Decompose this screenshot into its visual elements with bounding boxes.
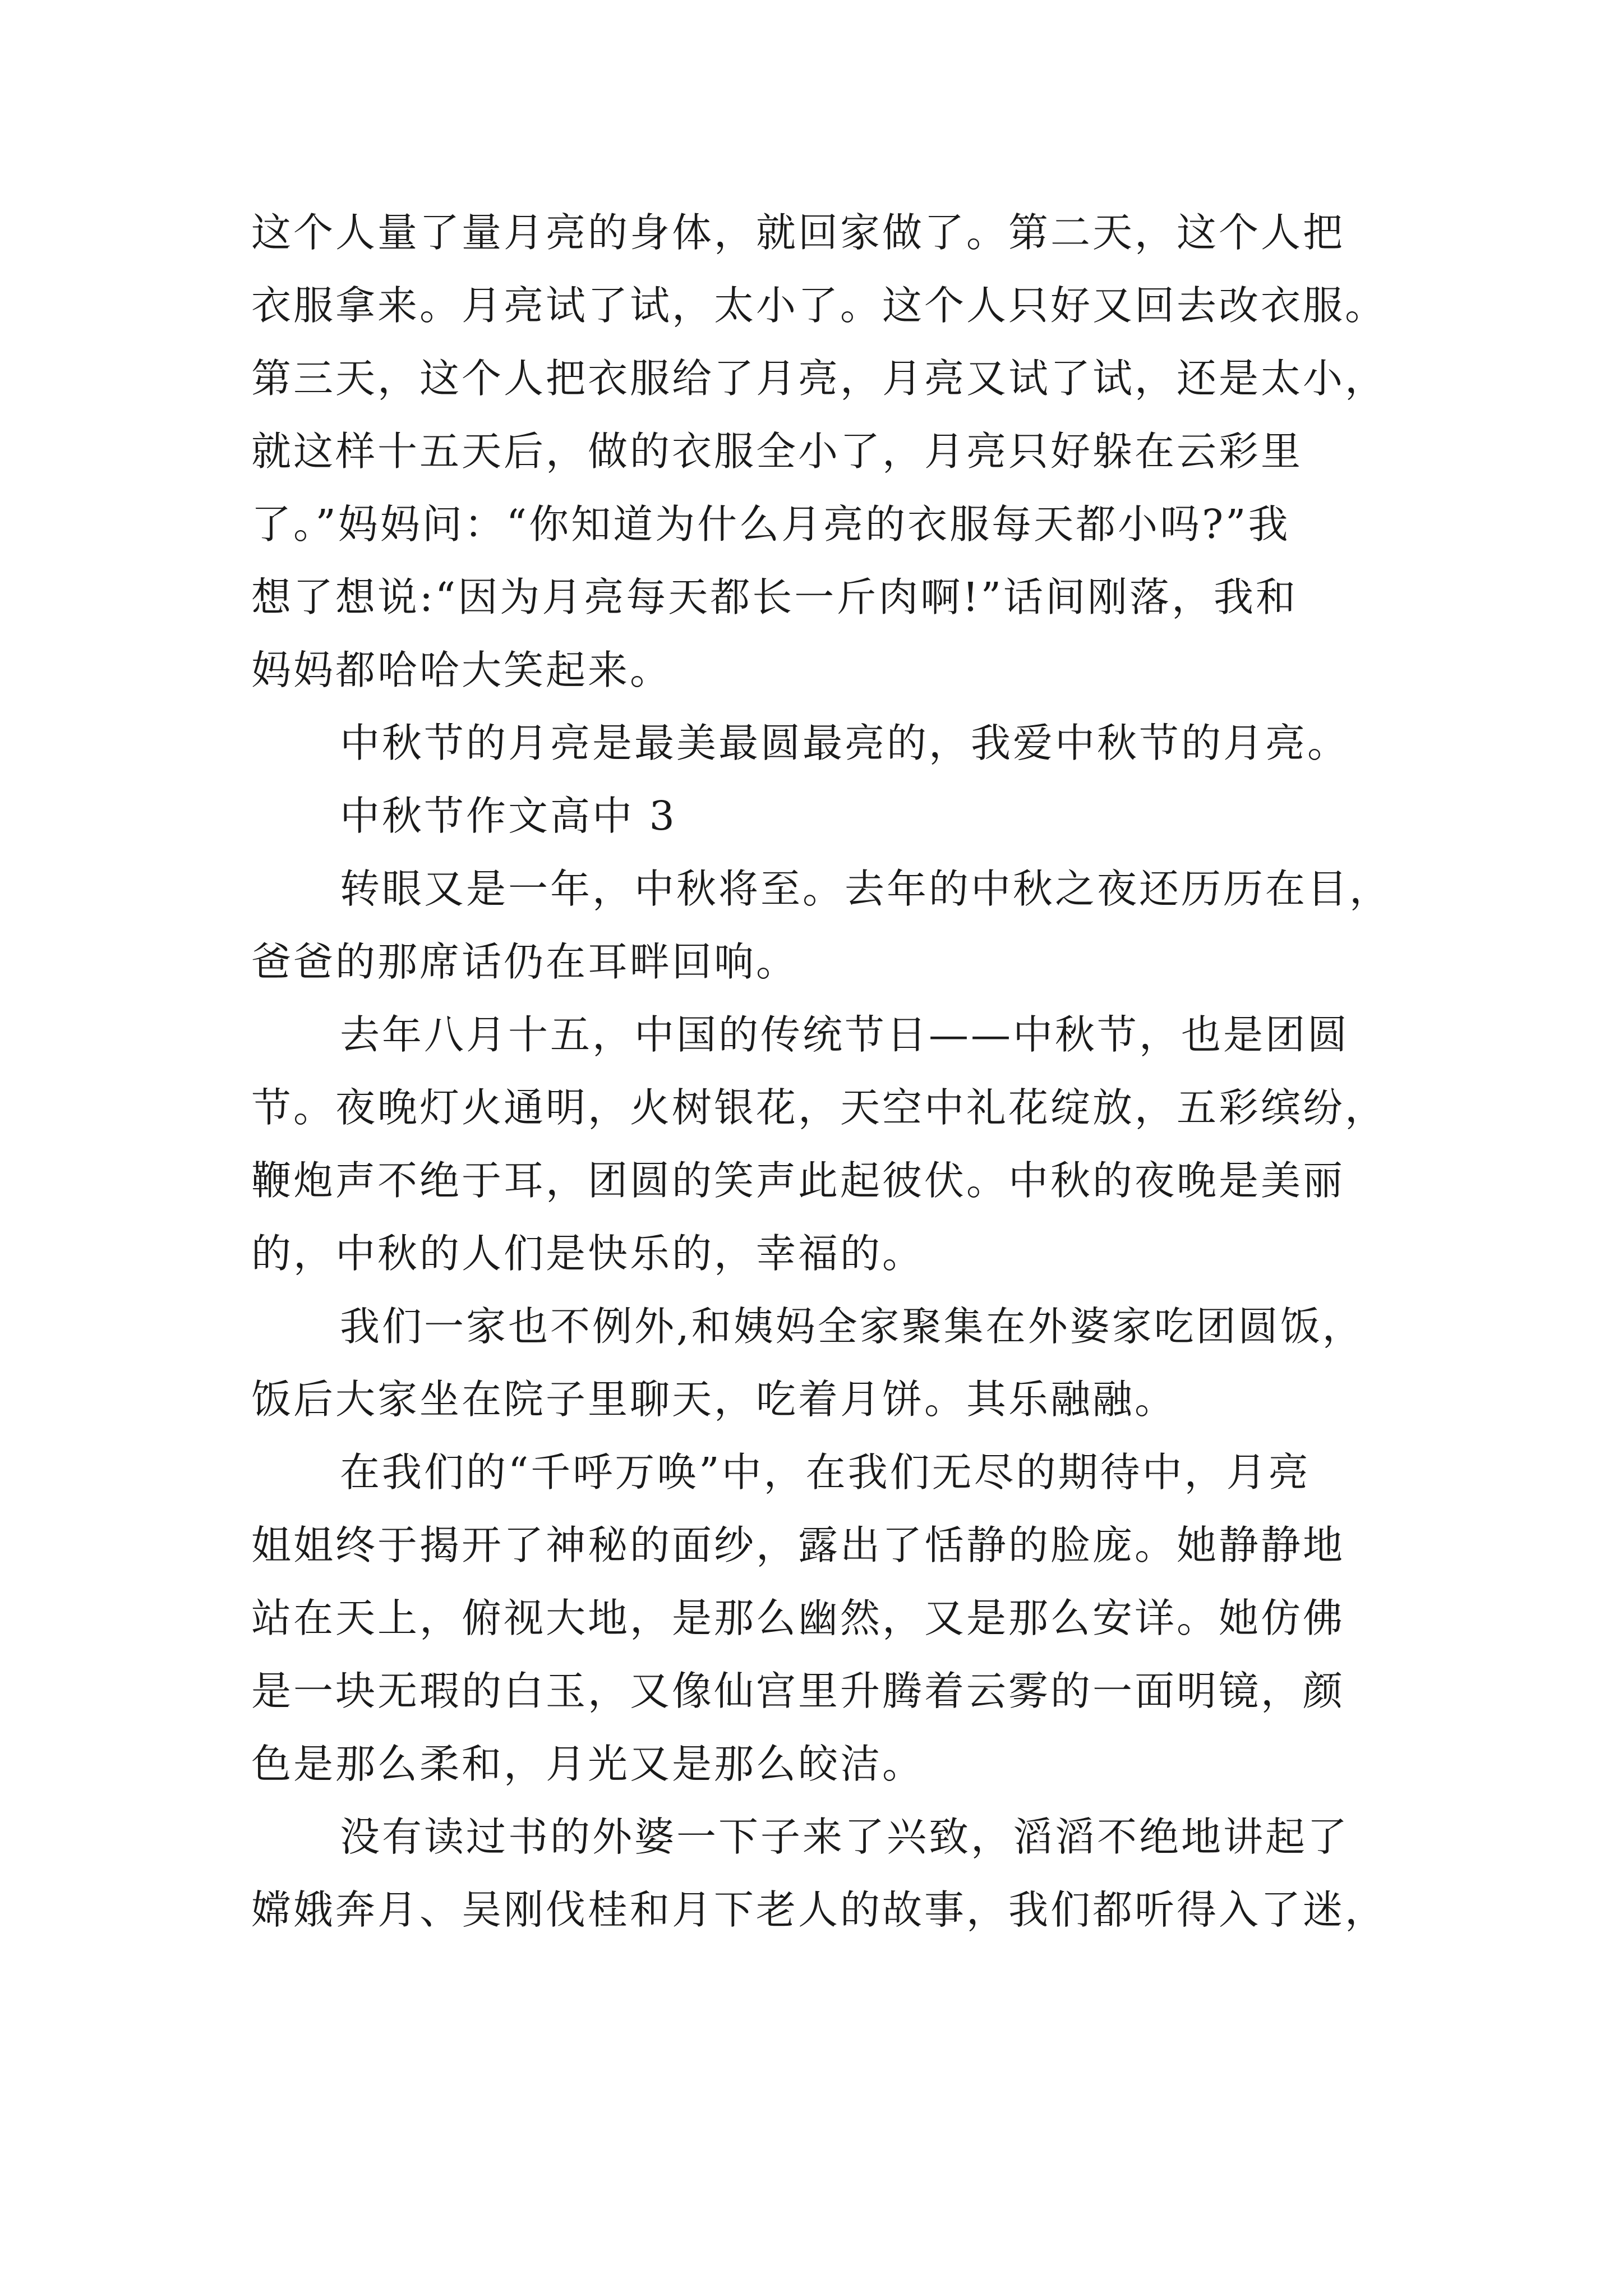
text-line: 衣服拿来。月亮试了试，太小了。这个人只好又回去改衣服。 — [251, 282, 1387, 329]
text-line: 鞭炮声不绝于耳，团圆的笑声此起彼伏。中秋的夜晚是美丽 — [251, 1157, 1345, 1204]
paragraph-moon-clothes-story — [251, 196, 1407, 707]
text-line: 在我们的“千呼万唤”中，在我们无尽的期待中，月亮 — [340, 1449, 1311, 1496]
text-line: 饭后大家坐在院子里聊天，吃着月饼。其乐融融。 — [251, 1376, 1177, 1423]
paragraph-festival-night — [251, 999, 1407, 1290]
text-line: 姐姐终于揭开了神秘的面纱，露出了恬静的脸庞。她静静地 — [251, 1522, 1345, 1568]
paragraph-intro — [251, 853, 1407, 999]
essay-heading — [251, 780, 1407, 853]
text-line: 中秋节的月亮是最美最圆最亮的，我爱中秋节的月亮。 — [340, 720, 1350, 766]
text-line: 我们一家也不例外,和姨妈全家聚集在外婆家吃团圆饭， — [340, 1303, 1364, 1350]
text-line: 妈妈都哈哈大笑起来。 — [251, 647, 672, 693]
text-line: 没有读过书的外婆一下子来了兴致，滔滔不绝地讲起了 — [340, 1814, 1350, 1860]
text-line: 色是那么柔和，月光又是那么皎洁。 — [251, 1741, 925, 1787]
text-line: 就这样十五天后，做的衣服全小了，月亮只好躲在云彩里 — [251, 428, 1303, 475]
paragraph-family-gathering — [251, 1290, 1407, 1436]
section-title: 中秋节作文高中 3 — [340, 793, 677, 839]
text-line: 这个人量了量月亮的身体，就回家做了。第二天，这个人把 — [251, 209, 1345, 256]
essay-body — [251, 196, 1407, 1947]
paragraph-grandma-stories — [251, 1801, 1407, 1947]
paragraph-conclusion — [251, 707, 1407, 780]
text-line: 嫦娥奔月、吴刚伐桂和月下老人的故事，我们都听得入了迷， — [251, 1887, 1387, 1933]
text-line: 节。夜晚灯火通明，火树银花，天空中礼花绽放，五彩缤纷， — [251, 1084, 1387, 1131]
text-line: 第三天，这个人把衣服给了月亮，月亮又试了试，还是太小， — [251, 355, 1387, 402]
text-line: 转眼又是一年，中秋将至。去年的中秋之夜还历历在目， — [340, 866, 1392, 912]
text-line: 想了想说:“因为月亮每天都长一斤肉啊!”话间刚落，我和 — [251, 574, 1298, 620]
text-line: 爸爸的那席话仍在耳畔回响。 — [251, 938, 799, 985]
text-line: 是一块无瑕的白玉，又像仙宫里升腾着云雾的一面明镜，颜 — [251, 1668, 1345, 1714]
text-line: 的，中秋的人们是快乐的，幸福的。 — [251, 1230, 925, 1277]
paragraph-moon-description — [251, 1436, 1407, 1801]
text-line: 了。”妈妈问：“你知道为什么月亮的衣服每天都小吗?”我 — [251, 501, 1290, 547]
text-line: 站在天上，俯视大地，是那么幽然，又是那么安详。她仿佛 — [251, 1595, 1345, 1641]
text-line: 去年八月十五，中国的传统节日——中秋节，也是团圆 — [340, 1011, 1350, 1058]
